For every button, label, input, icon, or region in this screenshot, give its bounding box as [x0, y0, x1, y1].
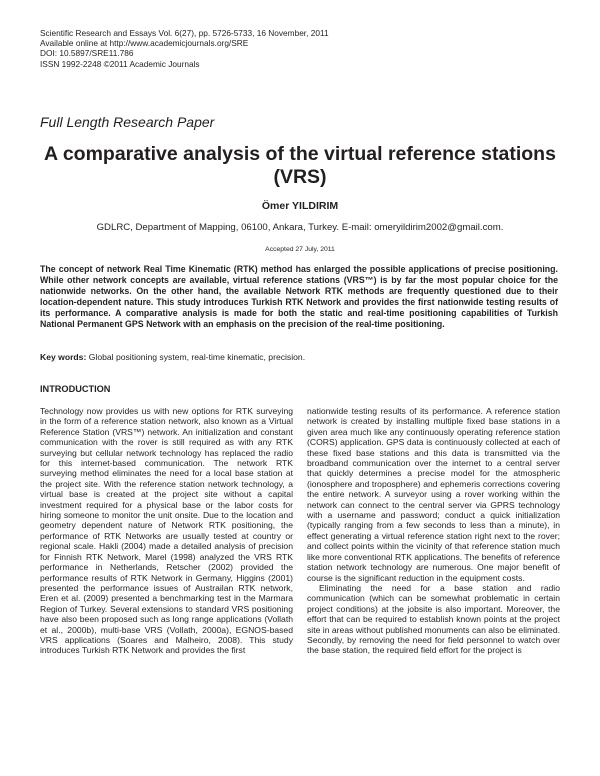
paragraph: nationwide testing results of its performance. A reference station network is created by installing multiple fixed base stations in a given area much like any continuously operating reference station (CORS) application. GPS data is continuously collected at each of these fixed base stations and this data is transmitted via the broadband communication over the internet to a central server that quickly determines a precise model for the atmospheric (ionosphere and troposphere) and ephemeris corrections covering the entire network. A surveyor using a rover working within the network can connect to the central server via GPRS technology with a username and password; conduct a quick initialization (typically ranging from a few seconds to less than a minute), in effect generating a virtual reference station right next to the rover; and collect points within the vicinity of that reference station much like more conventional RTK applications. The benefits of reference station network technology are numerous. One major benefit of course is the significant reduction in the equipment costs.	[307, 406, 560, 583]
accepted-date: Accepted 27 July, 2011	[265, 246, 335, 253]
paper-title: A comparative analysis of the virtual reference stations (VRS)	[44, 143, 556, 188]
journal-header	[40, 28, 329, 69]
paragraph: Eliminating the need for a base station and radio communication (which can be somewhat problematic in certain project conditions) at the jobsite is also important. Moreover, the effort that can be required to establish known points at the project site in areas without published monuments can also be eliminated. Secondly, by removing the need for field personnel to watch over the base station, the required field effort for the project is	[307, 582, 560, 656]
doi-line: DOI: 10.5897/SRE11.786	[40, 48, 134, 59]
author-affiliation: GDLRC, Department of Mapping, 06100, Ankara, Turkey. E-mail: omeryildirim2002@gmail.com.	[96, 222, 504, 233]
issn-line: ISSN 1992-2248 ©2011 Academic Journals	[40, 58, 200, 69]
availability-line: Available online at http://www.academicjournals.org/SRE	[40, 38, 249, 49]
section-heading-introduction: INTRODUCTION	[40, 384, 111, 394]
keywords-label: Key words:	[40, 352, 87, 362]
journal-citation: Scientific Research and Essays Vol. 6(27), pp. 5726-5733, 16 November, 2011	[40, 28, 329, 38]
keywords	[40, 352, 305, 362]
author-name: Ömer YILDIRIM	[261, 200, 339, 212]
paragraph: Technology now provides us with new options for RTK surveying in the form of a reference station network, also known as a Virtual Reference Station (VRS™) network. An initialization and constant communication with the rover is still required as with any RTK surveying but cellular network technology has replaced the radio for this internet-based communication. The network RTK surveying method eliminates the need for a local base station at the project site. With the reference station network technology, a virtual base is created at the project site without a capital investment required for a physical base or the labor costs for hiring someone to monitor the unit onsite. Due to the location and geometry dependent nature of Network RTK positioning, the performance of RTK Networks are usually tested at country or regional scale. Hakli (2004) made a detailed analysis of precision for Finnish RTK Network, Marel (1998) analyzed the VRS RTK performance in Netherlands, Retscher (2002) provided the performance results of RTK Network in Germany, Higgins (2001) presented the performance issues of Austrailan RTK network, Eren et al. (2009) presented a benchmarking test in the Marmara Region of Turkey. Several extensions to standard VRS positioning have also been proposed such as long range applications (Vollath et al., 2000b), multi-base VRS (Vollath, 2000a), EGNOS-based VRS applications (Soares and Malheiro, 2008). This study introduces Turkish RTK Network and provides the first	[40, 406, 293, 656]
abstract: The concept of network Real Time Kinematic (RTK) method has enlarged the possible applications of precise positioning. While other network concepts are available, virtual reference stations (VRS™) is by far the most popular choice for the nationwide networks. On the other hand, the available Network RTK methods are frequently questioned due to their location-dependent nature. This study introduces Turkish RTK Network and provides the first nationwide testing results of its performance. A comparative analysis is made for both the static and real-time positioning capabilities of Turkish National Permanent GPS Network with an emphasis on the precision of the real-time positioning.	[40, 264, 558, 329]
body-column-left	[40, 406, 293, 656]
body-column-right	[307, 406, 560, 656]
paper-type: Full Length Research Paper	[40, 114, 215, 130]
keywords-text: Global positioning system, real-time kinematic, precision.	[88, 352, 306, 362]
